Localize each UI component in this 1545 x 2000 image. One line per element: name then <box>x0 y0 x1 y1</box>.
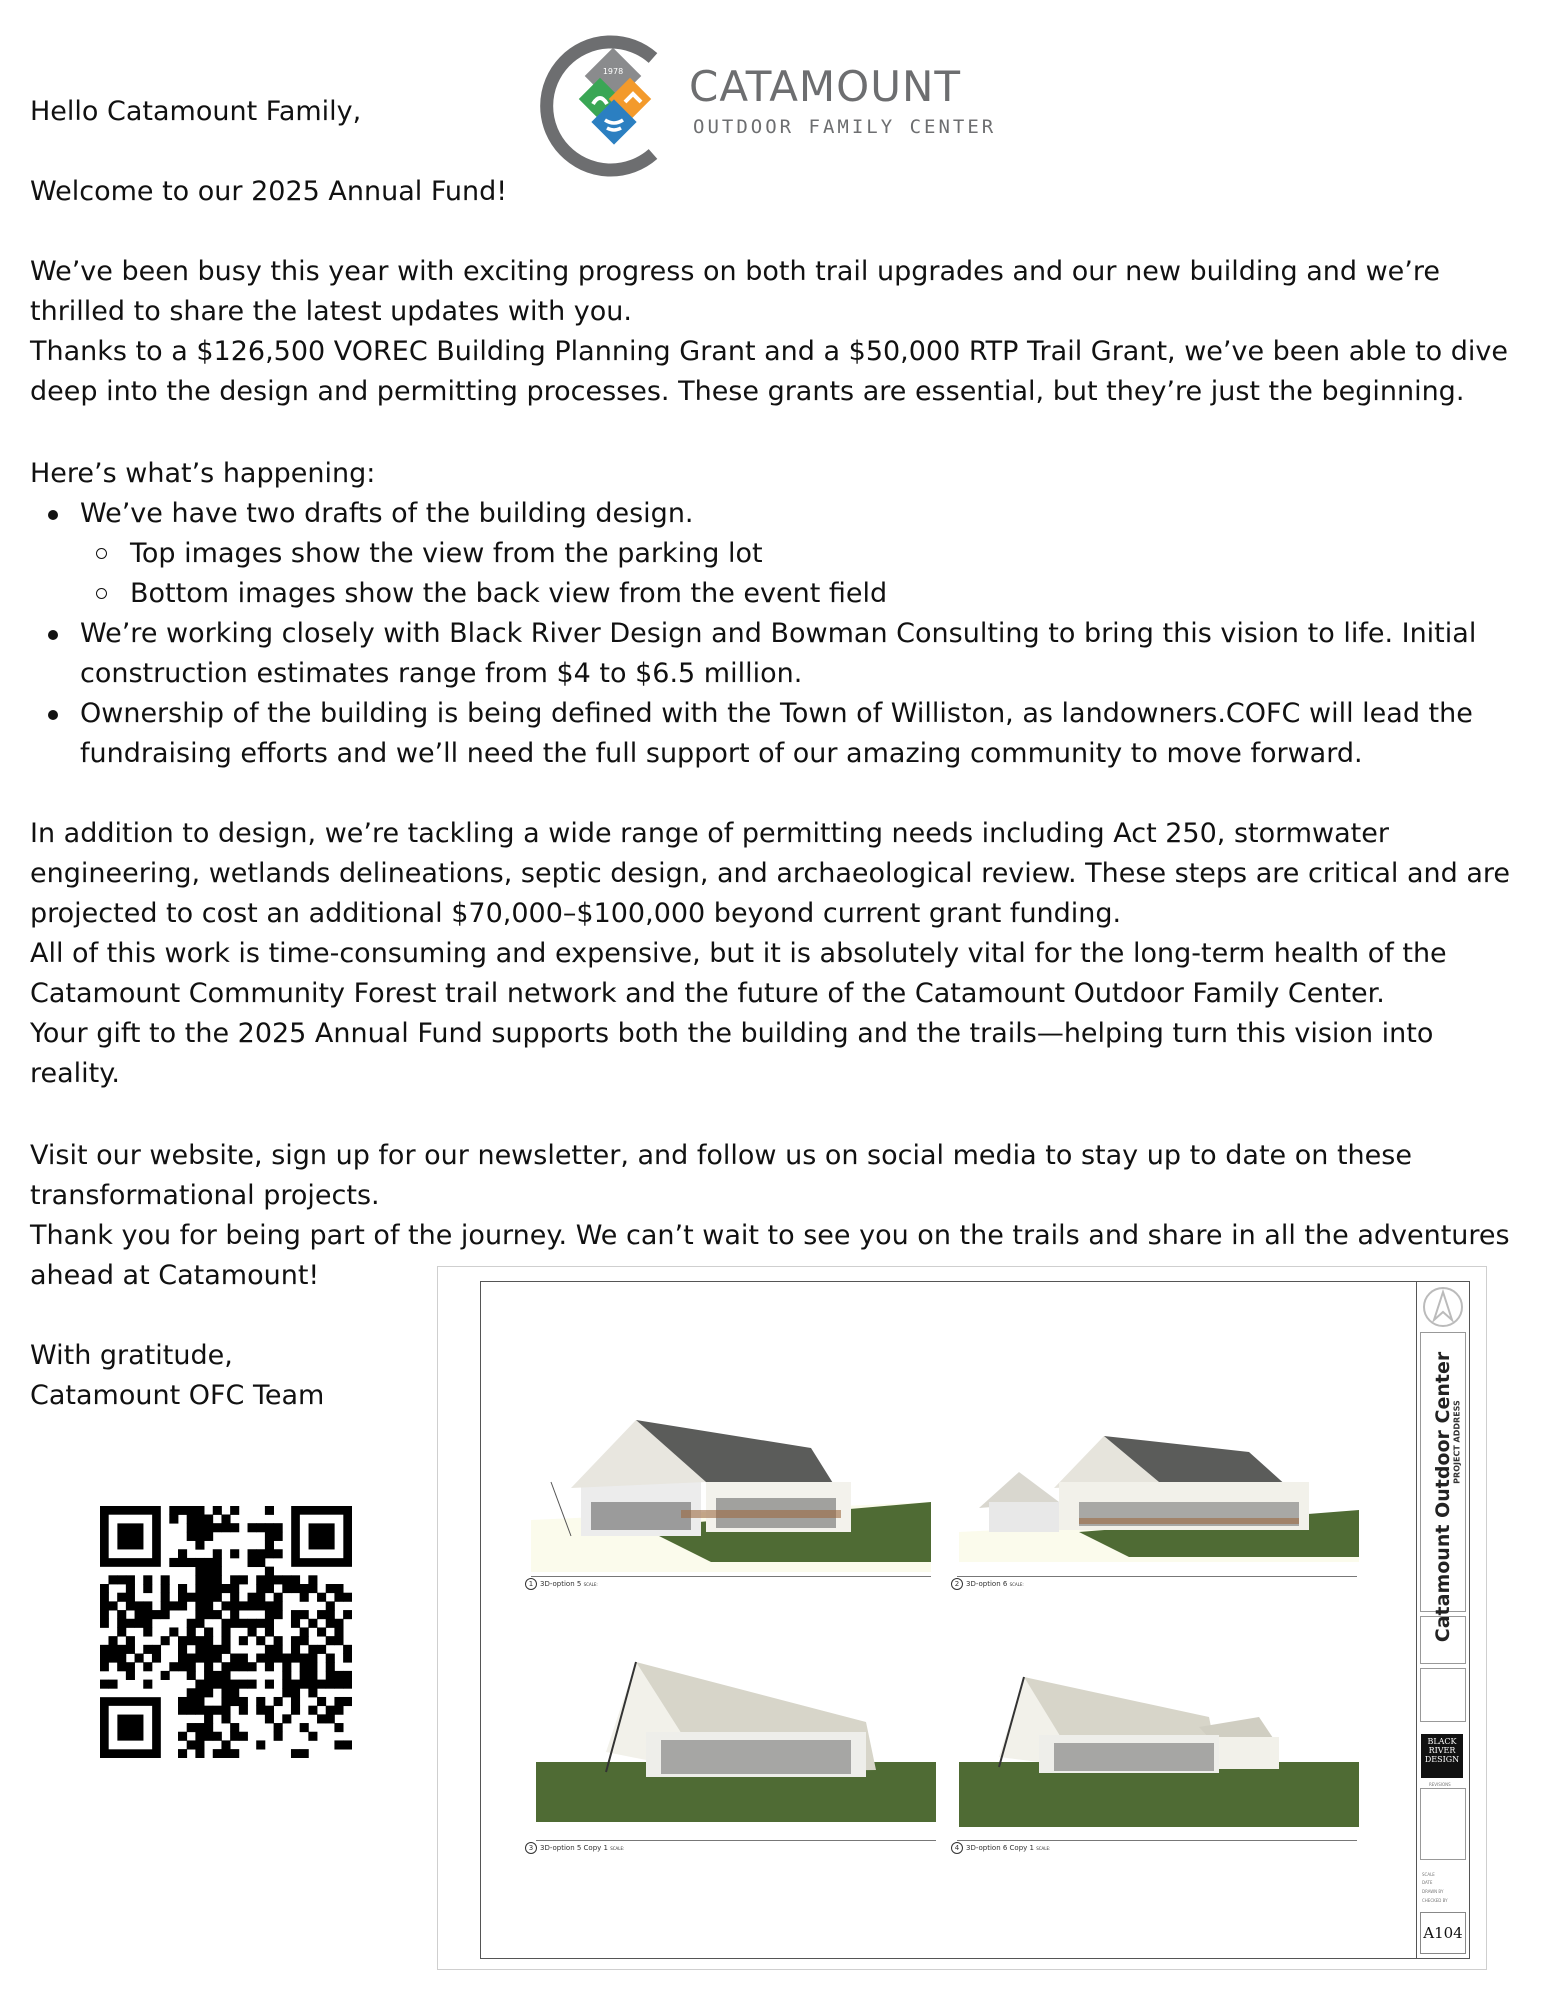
svg-text:1978: 1978 <box>602 67 624 76</box>
signature: Catamount OFC Team <box>30 1380 325 1411</box>
list-item-text: Top images show the view from the parking lot <box>130 538 763 569</box>
catamount-logo <box>535 34 997 178</box>
list-item <box>30 534 1510 574</box>
black-river-design-logo: BLACK RIVER DESIGN <box>1421 1734 1463 1778</box>
paragraph-line: thrilled to share the latest updates with you. <box>30 296 632 327</box>
drawn-by-label: DRAWN BY <box>1422 1889 1444 1894</box>
welcome-line: Welcome to our 2025 Annual Fund! <box>30 176 508 207</box>
paragraph-line: In addition to design, we’re tackling a wide range of permitting needs including Act 250, stormwater <box>30 818 1389 849</box>
north-arrow-icon <box>1422 1286 1464 1328</box>
paragraph-line: Thanks to a $126,500 VOREC Building Planning Grant and a $50,000 RTP Trail Grant, we’ve been able to dive <box>30 336 1509 367</box>
greeting: Hello Catamount Family, <box>30 96 362 127</box>
hollow-bullet-icon <box>96 588 107 599</box>
paragraph-line: deep into the design and permitting processes. These grants are essential, but they’re just the beginning. <box>30 376 1465 407</box>
revisions-label: REVISIONS <box>1429 1782 1451 1787</box>
hollow-bullet-icon <box>96 548 107 559</box>
paragraph-line: Thank you for being part of the journey. We can’t wait to see you on the trails and share in all the adventures <box>30 1220 1510 1251</box>
logo-subtitle: OUTDOOR FAMILY CENTER <box>693 116 997 138</box>
list-item <box>30 574 1510 614</box>
paragraph-line: Catamount Community Forest trail network and the future of the Catamount Outdoor Family Center. <box>30 978 1385 1009</box>
sheet-number: A104 <box>1420 1912 1466 1954</box>
view-label-3: 3 3D-option 5 Copy 1 SCALE: <box>525 1842 624 1854</box>
list-item <box>30 614 1510 654</box>
view-label-2: 2 3D-option 6 SCALE: <box>951 1578 1024 1590</box>
date-label: DATE <box>1422 1880 1433 1885</box>
qr-code-icon[interactable] <box>100 1506 352 1758</box>
paragraph-line: ahead at Catamount! <box>30 1260 320 1291</box>
paragraph-line: engineering, wetlands delineations, septic design, and archaeological review. These steps are critical and are <box>30 858 1510 889</box>
scale-label: SCALE <box>1422 1872 1435 1877</box>
list-item-text: Bottom images show the back view from the event field <box>130 578 888 609</box>
paragraph-line: projected to cost an additional $70,000–$100,000 beyond current grant funding. <box>30 898 1122 929</box>
closing: With gratitude, <box>30 1340 233 1371</box>
view-label-1: 1 3D-option 5 SCALE: <box>525 1578 598 1590</box>
list-item-text: Ownership of the building is being defined with the Town of Williston, as landowners.COFC will lead the <box>80 698 1473 729</box>
checked-by-label: CHECKED BY <box>1422 1898 1448 1903</box>
list-item <box>30 734 1510 774</box>
bullet-icon <box>48 510 58 520</box>
project-title: Catamount Outdoor Center <box>1432 1351 1454 1643</box>
bullet-icon <box>48 710 58 720</box>
catamount-emblem-icon <box>535 34 685 178</box>
title-block <box>1416 1281 1470 1959</box>
building-render-view-1 <box>531 1402 931 1572</box>
logo-wordmark: CATAMOUNT <box>689 62 962 111</box>
building-render-view-4 <box>959 1667 1359 1827</box>
paragraph-line: All of this work is time-consuming and expensive, but it is absolutely vital for the long-term health of the <box>30 938 1447 969</box>
list-item-text: construction estimates range from $4 to $6.5 million. <box>80 658 803 689</box>
paragraph-line: We’ve been busy this year with exciting progress on both trail upgrades and our new building and we’re <box>30 256 1440 287</box>
paragraph-line: transformational projects. <box>30 1180 380 1211</box>
drawing-frame <box>480 1281 1436 1959</box>
architectural-drawing-sheet <box>437 1266 1487 1970</box>
project-address: PROJECT ADDRESS <box>1452 1400 1462 1484</box>
list-item-text: We’ve have two drafts of the building design. <box>80 498 694 529</box>
list-item <box>30 494 1510 534</box>
list-item <box>30 694 1510 734</box>
building-render-view-2 <box>959 1412 1359 1562</box>
building-render-view-3 <box>536 1652 936 1822</box>
list-item <box>30 654 1510 694</box>
paragraph-line: reality. <box>30 1058 120 1089</box>
list-item-text: fundraising efforts and we’ll need the full support of our amazing community to move forward. <box>80 738 1363 769</box>
view-label-4: 4 3D-option 6 Copy 1 SCALE: <box>951 1842 1050 1854</box>
list-item-text: We’re working closely with Black River Design and Bowman Consulting to bring this vision to life. Initial <box>80 618 1477 649</box>
update-list <box>30 494 1510 774</box>
paragraph-line: Visit our website, sign up for our newsletter, and follow us on social media to stay up to date on these <box>30 1140 1412 1171</box>
paragraph-line: Your gift to the 2025 Annual Fund supports both the building and the trails—helping turn this vision into <box>30 1018 1434 1049</box>
bullet-icon <box>48 630 58 640</box>
list-intro: Here’s what’s happening: <box>30 458 376 489</box>
